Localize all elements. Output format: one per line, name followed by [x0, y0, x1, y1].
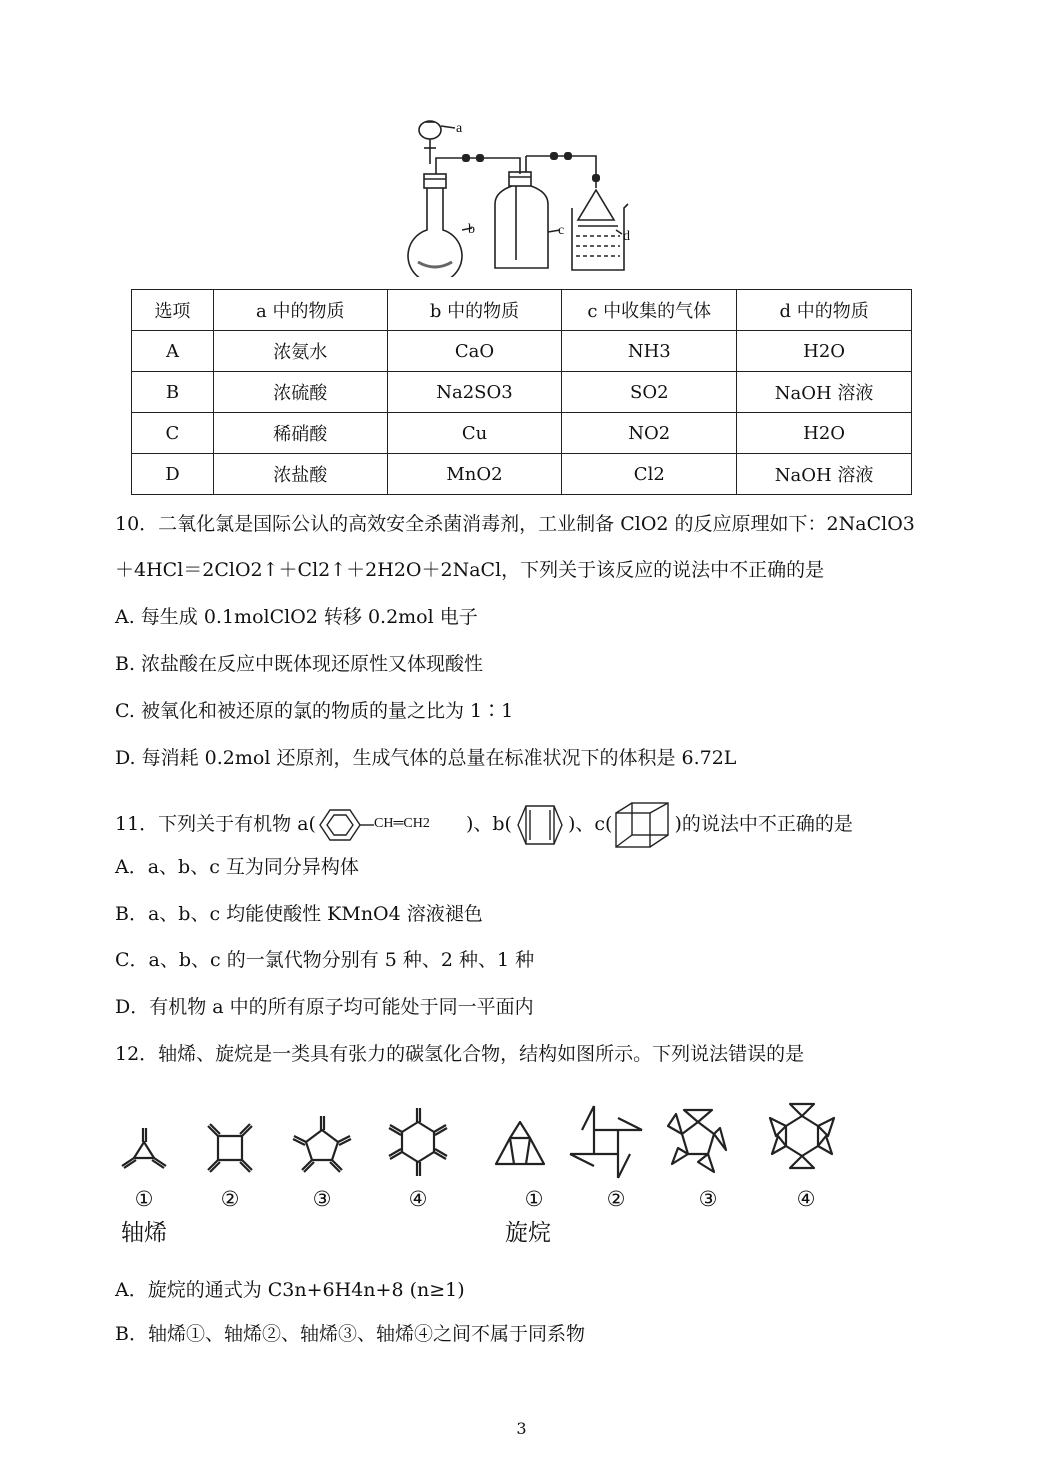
label-d: d: [623, 229, 630, 244]
dewar-benzene-structure: [512, 802, 568, 848]
styrene-label: CH═CH2: [373, 816, 430, 831]
page-number: 3: [516, 1419, 527, 1438]
q10-stem-line2: ＋4HCl＝2ClO2↑＋Cl2↑＋2H2O＋2NaCl，下列关于该反应的说法中不正确的是: [115, 559, 825, 581]
table-cell: 浓硫酸: [213, 372, 387, 413]
q11-stem-mid2: )、c(: [567, 813, 613, 835]
q12-stem: 12．轴烯、旋烷是一类具有张力的碳氢化合物，结构如图所示。下列说法错误的是: [115, 1043, 805, 1065]
options-table: [131, 289, 912, 495]
radialene-4-structure: [389, 1108, 447, 1176]
q11-option-d: D．有机物 a 中的所有原子均可能处于同一平面内: [115, 996, 534, 1018]
table-cell: 浓盐酸: [213, 454, 387, 495]
rotane-1-structure: [496, 1122, 544, 1164]
table-cell: NaOH 溶液: [737, 454, 912, 495]
table-row: [132, 331, 912, 372]
table-header-cell: d 中的物质: [737, 290, 912, 331]
radialene-2-structure: [208, 1124, 252, 1172]
rotane-2-structure: [570, 1106, 642, 1178]
radialene-2-number: ②: [220, 1187, 240, 1211]
table-cell: A: [132, 331, 214, 372]
table-header-cell: 选项: [132, 290, 214, 331]
rotane-3-number: ③: [698, 1187, 718, 1211]
radialene-group-label: 轴烯: [121, 1220, 167, 1246]
table-cell: NO2: [562, 413, 737, 454]
table-cell: B: [132, 372, 214, 413]
radialene-3-number: ③: [312, 1187, 332, 1211]
table-cell: H2O: [737, 331, 912, 372]
table-row: [132, 413, 912, 454]
table-row: [132, 372, 912, 413]
radialene-1-number: ①: [134, 1187, 154, 1211]
radialene-1-structure: [122, 1128, 166, 1168]
table-cell: D: [132, 454, 214, 495]
q10-option-c: C. 被氧化和被还原的氯的物质的量之比为 1∶1: [115, 700, 514, 722]
table-cell: H2O: [737, 413, 912, 454]
table-header-row: [132, 290, 912, 331]
q11-stem-pre: 11．下列关于有机物 a(: [115, 813, 316, 835]
table-header-cell: c 中收集的气体: [562, 290, 737, 331]
table-row: [132, 454, 912, 495]
q11-option-a: A．a、b、c 互为同分异构体: [115, 856, 359, 878]
rotane-4-number: ④: [796, 1187, 816, 1211]
table-cell: SO2: [562, 372, 737, 413]
radialene-3-structure: [293, 1116, 351, 1172]
q10-option-d: D. 每消耗 0.2mol 还原剂，生成气体的总量在标准状况下的体积是 6.72L: [115, 747, 737, 769]
table-cell: Cu: [387, 413, 562, 454]
q11-stem-mid1: )、b(: [465, 813, 512, 835]
rotane-3-structure: [668, 1110, 726, 1172]
table-cell: Cl2: [562, 454, 737, 495]
rotane-2-number: ②: [606, 1187, 626, 1211]
table-cell: CaO: [387, 331, 562, 372]
table-cell: C: [132, 413, 214, 454]
table-cell: MnO2: [387, 454, 562, 495]
rotane-group-label: 旋烷: [505, 1220, 551, 1246]
q11-option-c: C．a、b、c 的一氯代物分别有 5 种、2 种、1 种: [115, 949, 535, 971]
label-a: a: [456, 121, 463, 136]
styrene-structure: [316, 805, 466, 845]
label-c: c: [558, 223, 565, 238]
q11-option-b: B．a、b、c 均能使酸性 KMnO4 溶液褪色: [115, 903, 483, 925]
q12-option-a: A．旋烷的通式为 C3n+6H4n+8 (n≥1): [115, 1279, 465, 1301]
q10-option-a: A. 每生成 0.1molClO2 转移 0.2mol 电子: [115, 606, 478, 628]
table-cell: NH3: [562, 331, 737, 372]
q12-structures-figure: [110, 1092, 850, 1252]
table-header-cell: a 中的物质: [213, 290, 387, 331]
radialene-4-number: ④: [408, 1187, 428, 1211]
cubane-structure: [612, 799, 674, 851]
q10-stem-line1: 10．二氧化氯是国际公认的高效安全杀菌消毒剂，工业制备 ClO2 的反应原理如下：2NaClO3: [115, 513, 915, 535]
rotane-1-number: ①: [524, 1187, 544, 1211]
rotane-4-structure: [770, 1104, 834, 1168]
table-cell: Na2SO3: [387, 372, 562, 413]
table-cell: NaOH 溶液: [737, 372, 912, 413]
table-cell: 稀硝酸: [213, 413, 387, 454]
q10-option-b: B. 浓盐酸在反应中既体现还原性又体现酸性: [115, 653, 484, 675]
q11-stem: [115, 799, 853, 851]
label-b: b: [468, 222, 475, 237]
q11-stem-post: )的说法中不正确的是: [674, 813, 853, 835]
table-cell: 浓氨水: [213, 331, 387, 372]
apparatus-diagram: [400, 112, 640, 277]
q12-option-b: B．轴烯①、轴烯②、轴烯③、轴烯④之间不属于同系物: [115, 1323, 585, 1345]
table-header-cell: b 中的物质: [387, 290, 562, 331]
